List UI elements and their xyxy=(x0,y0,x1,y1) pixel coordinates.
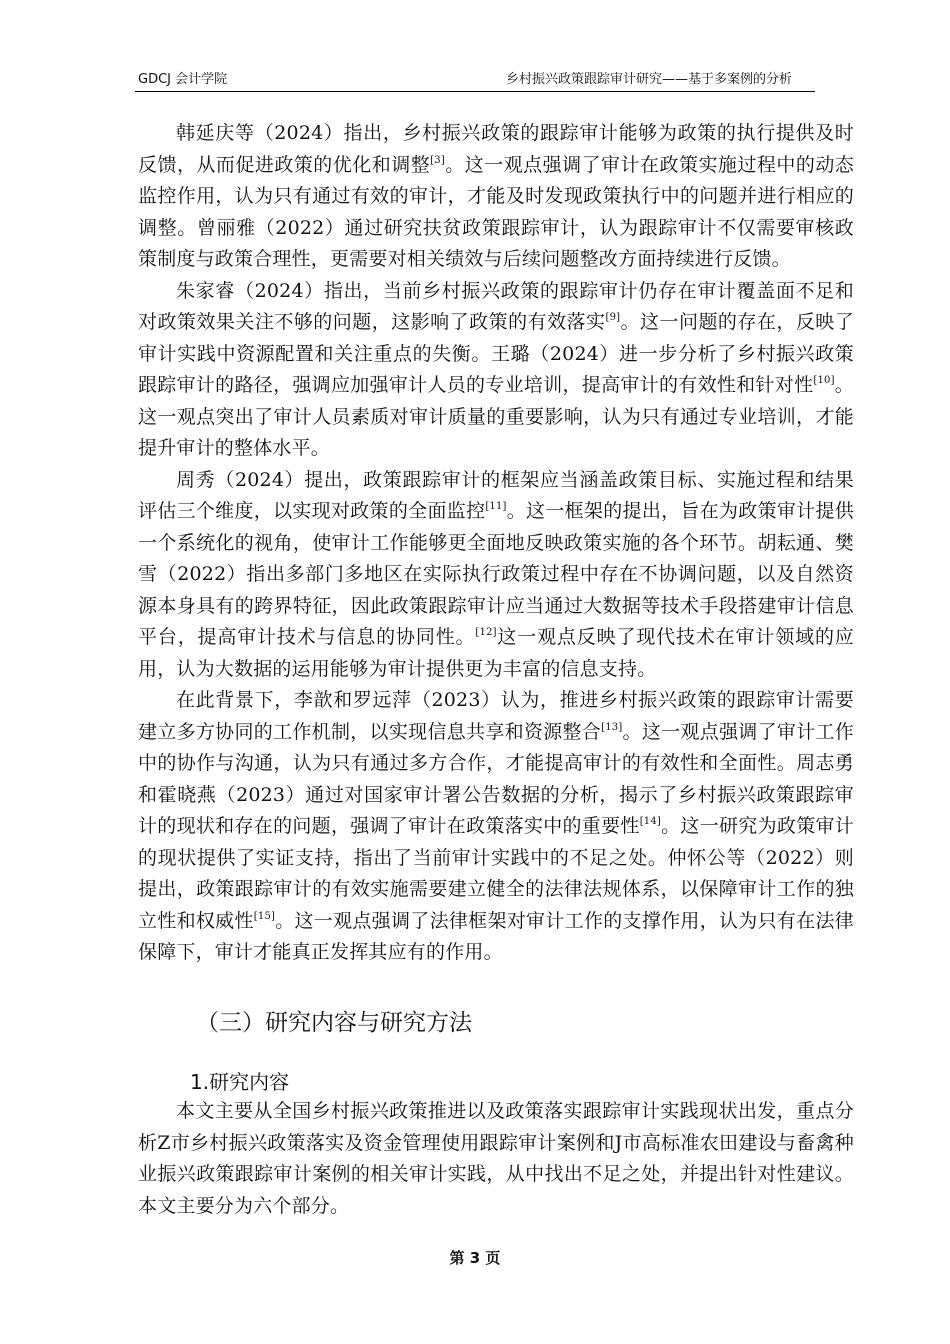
header-right-text: 乡村振兴政策跟踪审计研究——基于多案例的分析 xyxy=(505,72,792,87)
paragraph-text: 朱家睿（2024）指出，当前乡村振兴政策的跟踪审计仍存在审计覆盖面不足和对政策效果关注不够的问题，这影响了政策的有效落实 xyxy=(138,279,854,333)
paragraph-text: 。这一研究为政策审计的现状提供了实证支持，指出了当前审计实践中的不足之处。仲怀公等（2022）则提出，政策跟踪审计的有效实施需要建立健全的法律法规体系，以保障审计工作的独立性和权威性 xyxy=(138,815,854,932)
paragraph-text: 周秀（2024）提出，政策跟踪审计的框架应当涵盖政策目标、实施过程和结果评估三个维度，以实现对政策的全面监控 xyxy=(138,468,854,522)
paragraph-text: 这一观点反映了现代技术在审计领域的应用，认为大数据的运用能够为审计提供更为丰富的信息支持。 xyxy=(138,626,854,680)
paragraph-text: 。这一观点强调了法律框架对审计工作的支撑作用，认为只有在法律保障下，审计才能真正发挥其应有的作用。 xyxy=(138,909,854,963)
paragraph-text: 。这一观点突出了审计人员素质对审计质量的重要影响，认为只有通过专业培训，才能提升审计的整体水平。 xyxy=(138,374,854,459)
header-left-text: GDCJ 会计学院 xyxy=(138,72,228,87)
section-heading: （三）研究内容与研究方法 xyxy=(196,1010,472,1036)
citation-ref: [9] xyxy=(605,312,621,323)
paragraph-text: 。这一问题的存在，反映了审计实践中资源配置和关注重点的失衡。王璐（2024）进一步分析了乡村振兴政策跟踪审计的路径，强调应加强审计人员的专业培训，提高审计的有效性和针对性 xyxy=(138,311,854,396)
section-body xyxy=(138,1096,854,1222)
citation-ref: [15] xyxy=(253,910,276,922)
body-paragraph xyxy=(138,276,854,465)
citation-ref: [11] xyxy=(485,501,507,512)
paragraph-text: 。这一观点强调了审计在政策实施过程中的动态监控作用，认为只有通过有效的审计，才能及时发现政策执行中的问题并进行相应的调整。曾丽雅（2022）通过研究扶贫政策跟踪审计，认为跟踪审计不仅需要审核政策制度与政策合理性，更需要对相关绩效与后续问题整改方面持续进行反馈。 xyxy=(138,153,854,270)
page-number: 第 3 页 xyxy=(449,1249,501,1267)
paragraph-text: 本文主要从全国乡村振兴政策推进以及政策落实跟踪审计实践现状出发，重点分析Z市乡村振兴政策落实及资金管理使用跟踪审计案例和J市高标准农田建设与畜禽种业振兴政策跟踪审计案例的相关审计实践，从中找出不足之处，并提出针对性建议。本文主要分为六个部分。 xyxy=(138,1100,854,1217)
page-header xyxy=(0,0,950,96)
citation-ref: [14] xyxy=(639,816,662,827)
header-divider xyxy=(135,91,815,92)
paragraph-text: 。这一框架的提出，旨在为政策审计提供一个系统化的视角，使审计工作能够更全面地反映政策实施的各个环节。胡耘通、樊雪（2022）指出多部门多地区在实际执行政策过程中存在不协调问题，以及自然资源本身具有的跨界特征，因此政策跟踪审计应当通过大数据等技术手段搭建审计信息平台，提高审计技术与信息的协同性。 xyxy=(138,500,854,648)
paragraph-text: 韩延庆等（2024）指出，乡村振兴政策的跟踪审计能够为政策的执行提供及时反馈，从而促进政策的优化和调整 xyxy=(138,122,854,176)
subsection-heading: 1.研究内容 xyxy=(190,1070,290,1094)
main-body xyxy=(138,118,854,969)
citation-ref: [13] xyxy=(601,721,623,733)
body-paragraph xyxy=(138,1096,854,1222)
body-paragraph xyxy=(138,465,854,686)
citation-ref: [12] xyxy=(475,627,497,638)
citation-ref: [10] xyxy=(813,375,835,386)
citation-ref: [3] xyxy=(430,154,445,166)
paragraph-text: 在此背景下，李歆和罗远萍（2023）认为，推进乡村振兴政策的跟踪审计需要建立多方协同的工作机制，以实现信息共享和资源整合 xyxy=(138,689,854,743)
body-paragraph xyxy=(138,118,854,276)
body-paragraph xyxy=(138,685,854,969)
paragraph-text: 。这一观点强调了审计工作中的协作与沟通，认为只有通过多方合作，才能提高审计的有效性和全面性。周志勇和霍晓燕（2023）通过对国家审计署公告数据的分析，揭示了乡村振兴政策跟踪审计的现状和存在的问题，强调了审计在政策落实中的重要性 xyxy=(138,720,854,837)
